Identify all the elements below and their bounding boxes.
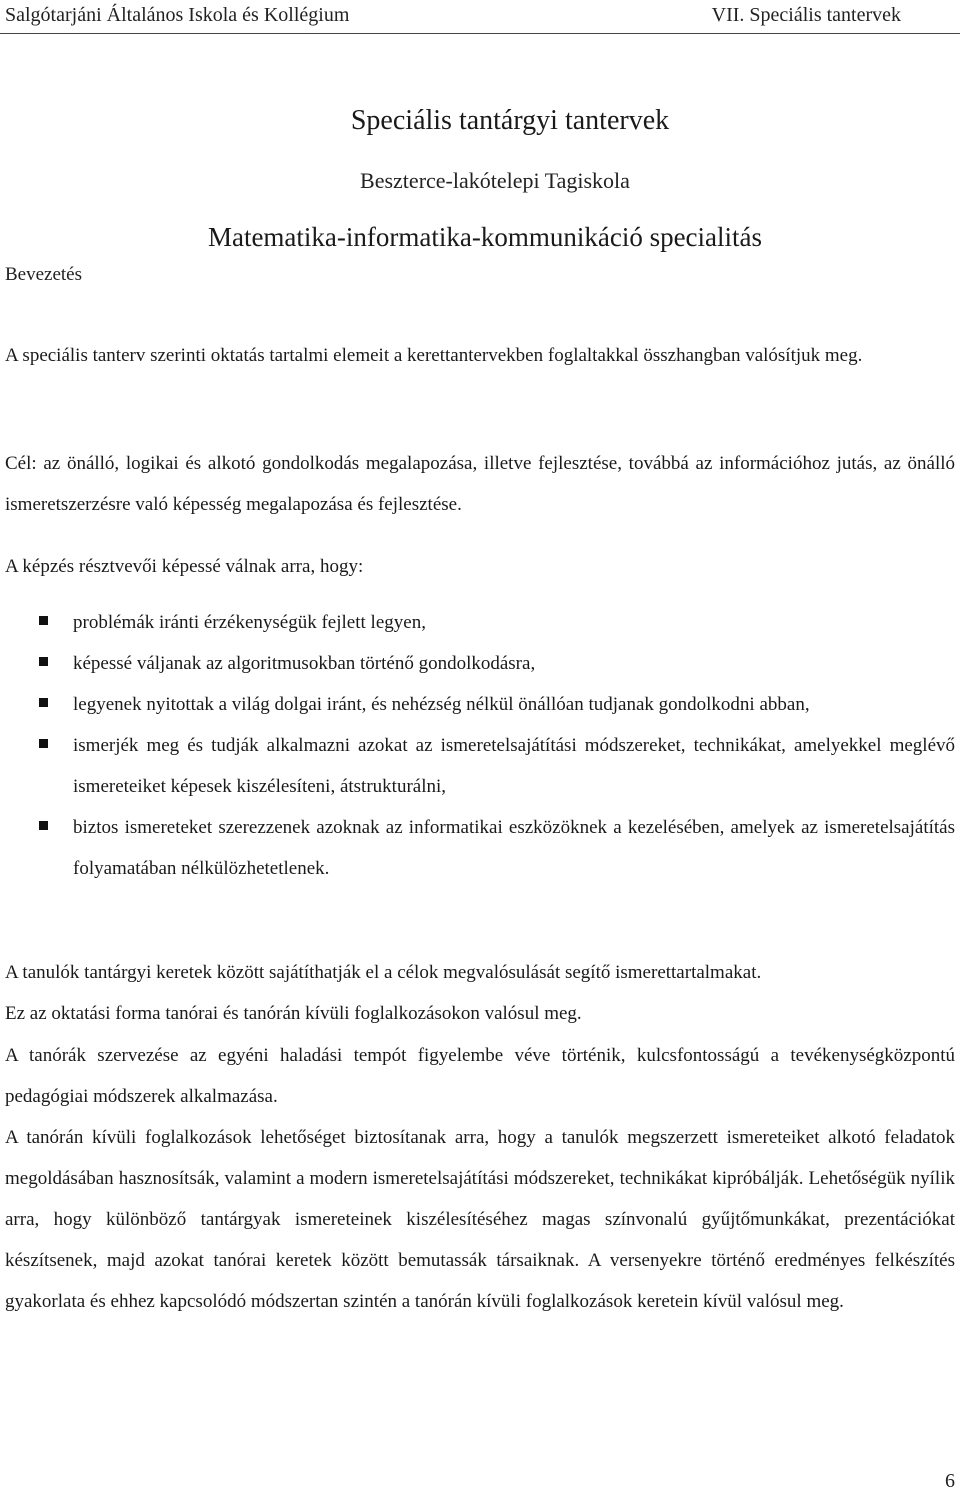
- list-item: [5, 684, 955, 725]
- goals-list: [5, 602, 955, 889]
- goal-paragraph: Cél: az önálló, logikai és alkotó gondolkodás megalapozása, illetve fejlesztése, továbbá az információhoz jutás, az önálló ismeretszerzésre való képesség megalapozása és fejlesztése.: [5, 453, 955, 515]
- list-item-text: problémák iránti érzékenységük fejlett legyen,: [73, 612, 426, 633]
- page-number: 6: [945, 1470, 955, 1492]
- paragraph-curriculum: A tanulók tantárgyi keretek között sajátíthatják el a célok megvalósulását segítő ismerettartalmakat.: [5, 962, 762, 983]
- square-bullet-icon: [39, 821, 48, 830]
- list-item-text: biztos ismereteket szerezzenek azoknak az informatikai eszközöknek a kezelésében, amelyek az ismeretelsajátítás folyamatában nélkülözhetetlenek.: [73, 817, 955, 879]
- paragraph-form: Ez az oktatási forma tanórai és tanórán kívüli foglalkozásokon valósul meg.: [5, 1003, 582, 1024]
- list-item-text: ismerjék meg és tudják alkalmazni azokat az ismeretelsajátítási módszereket, technikákat, amelyekkel meglévő ismereteiket képesek kiszélesíteni, átstrukturálni,: [73, 735, 955, 797]
- paragraph-extracurricular: A tanórán kívüli foglalkozások lehetőséget biztosítanak arra, hogy a tanulók megszerzett ismereteiket alkotó feladatok megoldásában hasznosítsák, valamint a modern ismeretelsajátítási módszereket, technikákat kipróbálják. Lehetőségük nyílik arra, hogy különböző tantárgyak ismereteinek kiszélesítéséhez magas színvonalú gyűjtőmunkákat, prezentációkat készítsenek, majd azokat tanórai keretek között bemutassák társaiknak. A versenyekre történő eredményes felkészítés gyakorlata és ehhez kapcsolódó módszertan szintén a tanórán kívüli foglalkozások keretein kívül valósul meg.: [5, 1127, 955, 1312]
- square-bullet-icon: [39, 698, 48, 707]
- list-item: [5, 725, 955, 807]
- lead-paragraph: A képzés résztvevői képessé válnak arra, hogy:: [5, 556, 364, 577]
- section-heading: Bevezetés: [5, 264, 83, 285]
- chapter-title: VII. Speciális tantervek: [711, 4, 901, 26]
- intro-paragraph: A speciális tanterv szerinti oktatás tartalmi elemeit a kerettantervekben foglaltakkal összhangban valósítjuk meg.: [5, 345, 863, 366]
- list-item: [5, 643, 955, 684]
- square-bullet-icon: [39, 657, 48, 666]
- list-item-text: képessé váljanak az algoritmusokban történő gondolkodásra,: [73, 653, 536, 674]
- school-unit-title: Beszterce-lakótelepi Tagiskola: [360, 168, 630, 193]
- list-item: [5, 602, 955, 643]
- square-bullet-icon: [39, 739, 48, 748]
- page-header: [0, 0, 960, 34]
- list-item: [5, 807, 955, 889]
- list-item-text: legyenek nyitottak a világ dolgai iránt, és nehézség nélkül önállóan tudjanak gondolkodni abban,: [73, 694, 810, 715]
- paragraph-lessons: A tanórák szervezése az egyéni haladási tempót figyelembe véve történik, kulcsfontosságú a tevékenységközpontú pedagógiai módszerek alkalmazása.: [5, 1045, 955, 1107]
- specialty-title: Matematika-informatika-kommunikáció specialitás: [207, 222, 763, 252]
- school-name: Salgótarjáni Általános Iskola és Kollégium: [5, 4, 350, 26]
- square-bullet-icon: [39, 616, 48, 625]
- document-title: Speciális tantárgyi tantervek: [350, 105, 670, 136]
